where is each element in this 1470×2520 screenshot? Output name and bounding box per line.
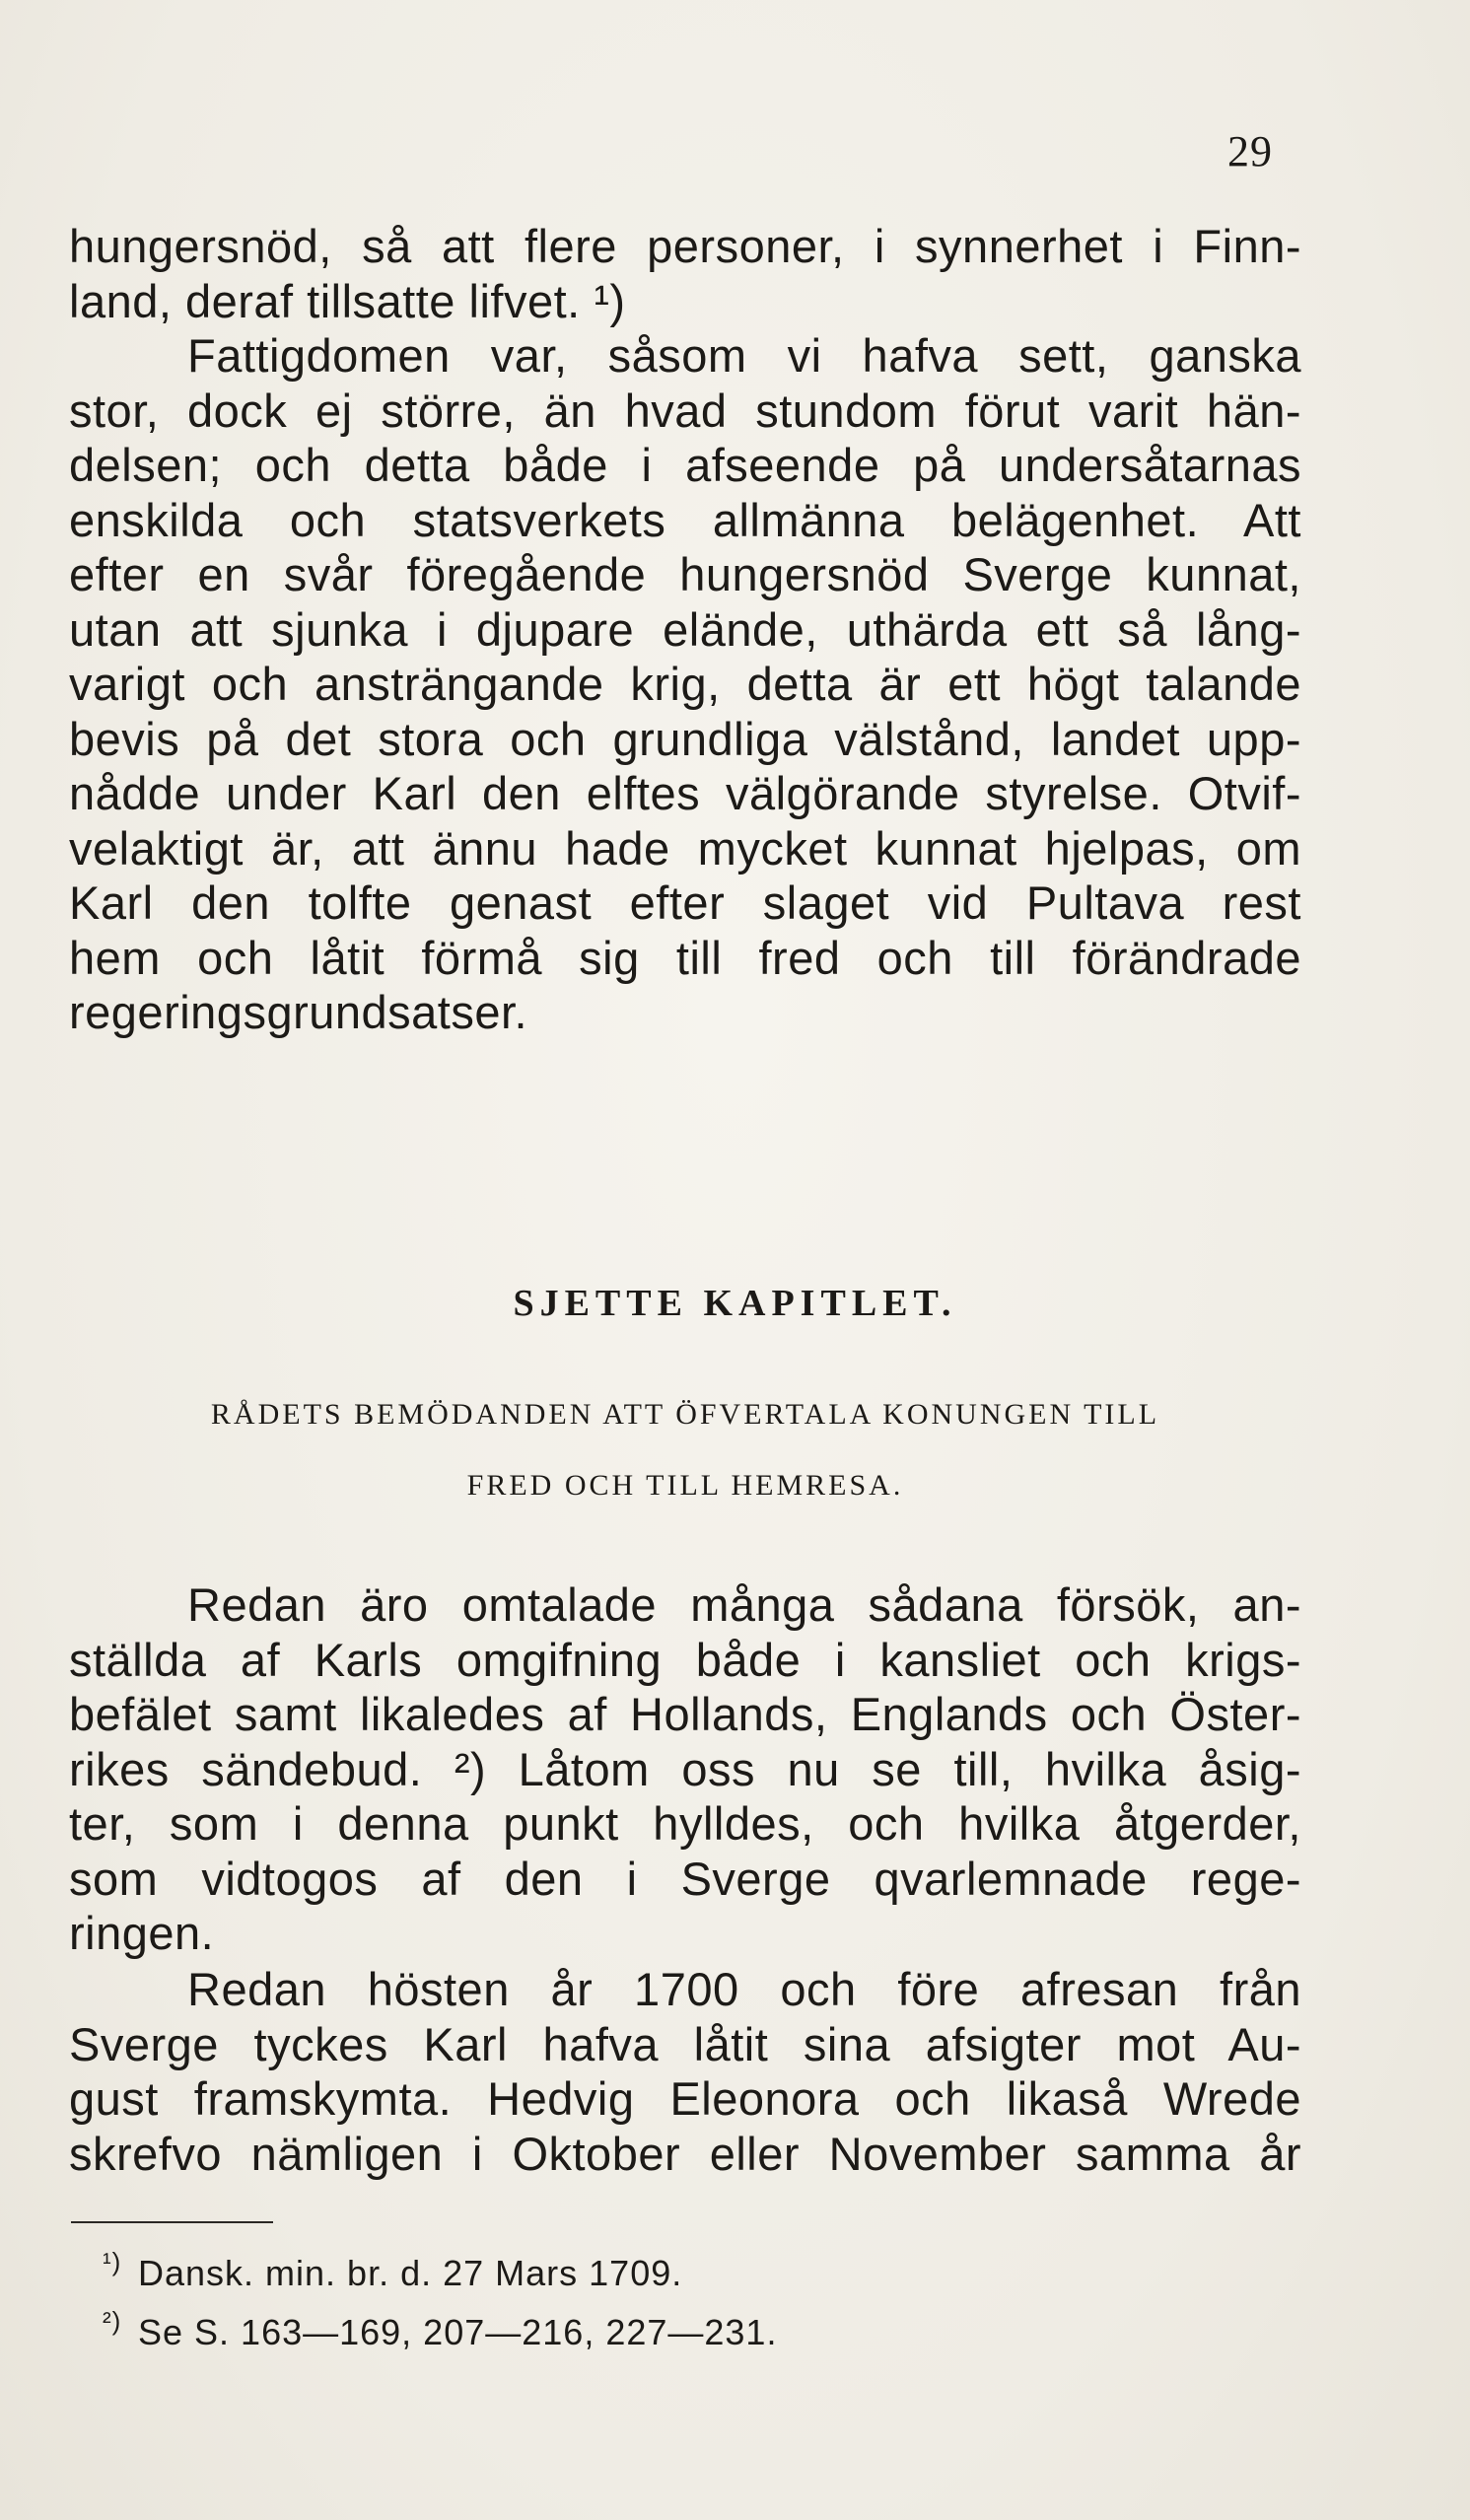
text-line: land, deraf tillsatte lifvet. ¹) xyxy=(69,274,626,327)
paragraph xyxy=(69,1577,1301,1961)
text-line: varigt och ansträngande krig, detta är ett högt talande xyxy=(69,658,1301,710)
paragraph xyxy=(69,1962,1301,2181)
text-line: utan att sjunka i djupare elände, uthärda ett så lång- xyxy=(69,602,1301,656)
footnote-mark: ²) xyxy=(103,2306,122,2336)
text-line: bevis på det stora och grundliga välstånd, landet upp- xyxy=(69,712,1301,765)
page-number: 29 xyxy=(1227,127,1273,175)
text-line: Redan äro omtalade många sådana försök, an- xyxy=(187,1578,1301,1631)
text-line: hungersnöd, så att flere personer, i synnerhet i Finn- xyxy=(69,220,1301,272)
text-line: skrefvo nämligen i Oktober eller November samma år xyxy=(69,2127,1301,2180)
text-line: Redan hösten år 1700 och före afresan från xyxy=(187,1963,1301,2015)
chapter-title: SJETTE KAPITLET. xyxy=(513,1283,957,1324)
text-line: stor, dock ej större, än hvad stundom förut varit hän- xyxy=(69,384,1301,437)
text-line: hem och låtit förmå sig till fred och till förändrade xyxy=(69,931,1301,984)
text-line: ställda af Karls omgifning både i kansliet och krigs- xyxy=(69,1633,1301,1686)
paragraph-continuation xyxy=(69,219,1301,328)
text-line: ringen. xyxy=(69,1907,215,1959)
text-line: enskilda och statsverkets allmänna belägenhet. Att xyxy=(69,493,1301,546)
text-line: ter, som i denna punkt hylldes, och hvilka åtgerder, xyxy=(69,1797,1301,1850)
chapter-subtitle: RÅDETS BEMÖDANDEN ATT ÖFVERTALA KONUNGEN TILL xyxy=(210,1398,1160,1431)
text-line: som vidtogos af den i Sverge qvarlemnade rege- xyxy=(69,1852,1301,1905)
footnote-text: Se S. 163—169, 207—216, 227—231. xyxy=(138,2312,778,2352)
footnote xyxy=(103,2306,778,2353)
text-line: nådde under Karl den elftes välgörande styrelse. Otvif- xyxy=(69,767,1301,819)
text-line: gust framskymta. Hedvig Eleonora och likaså Wrede xyxy=(69,2072,1301,2125)
text-line: befälet samt likaledes af Hollands, Englands och Öster- xyxy=(69,1688,1301,1740)
text-line: delsen; och detta både i afseende på undersåtarnas xyxy=(69,439,1301,491)
text-line: rikes sändebud. ²) Låtom oss nu se till, hvilka åsig- xyxy=(69,1742,1301,1795)
text-line: Fattigdomen var, såsom vi hafva sett, ganska xyxy=(187,329,1301,382)
footnote-divider xyxy=(71,2221,273,2223)
text-line: efter en svår föregående hungersnöd Sverge kunnat, xyxy=(69,548,1301,600)
text-line: Sverge tyckes Karl hafva låtit sina afsigter mot Au- xyxy=(69,2017,1301,2070)
footnote xyxy=(103,2247,683,2294)
text-line: Karl den tolfte genast efter slaget vid Pultava rest xyxy=(69,876,1301,929)
footnote-mark: ¹) xyxy=(103,2247,122,2276)
text-line: velaktigt är, att ännu hade mycket kunnat hjelpas, om xyxy=(69,821,1301,875)
footnote-text: Dansk. min. br. d. 27 Mars 1709. xyxy=(138,2253,683,2293)
text-line: regeringsgrundsatser. xyxy=(69,986,528,1038)
chapter-subtitle: FRED OCH TILL HEMRESA. xyxy=(466,1469,904,1502)
paragraph xyxy=(69,328,1301,1040)
